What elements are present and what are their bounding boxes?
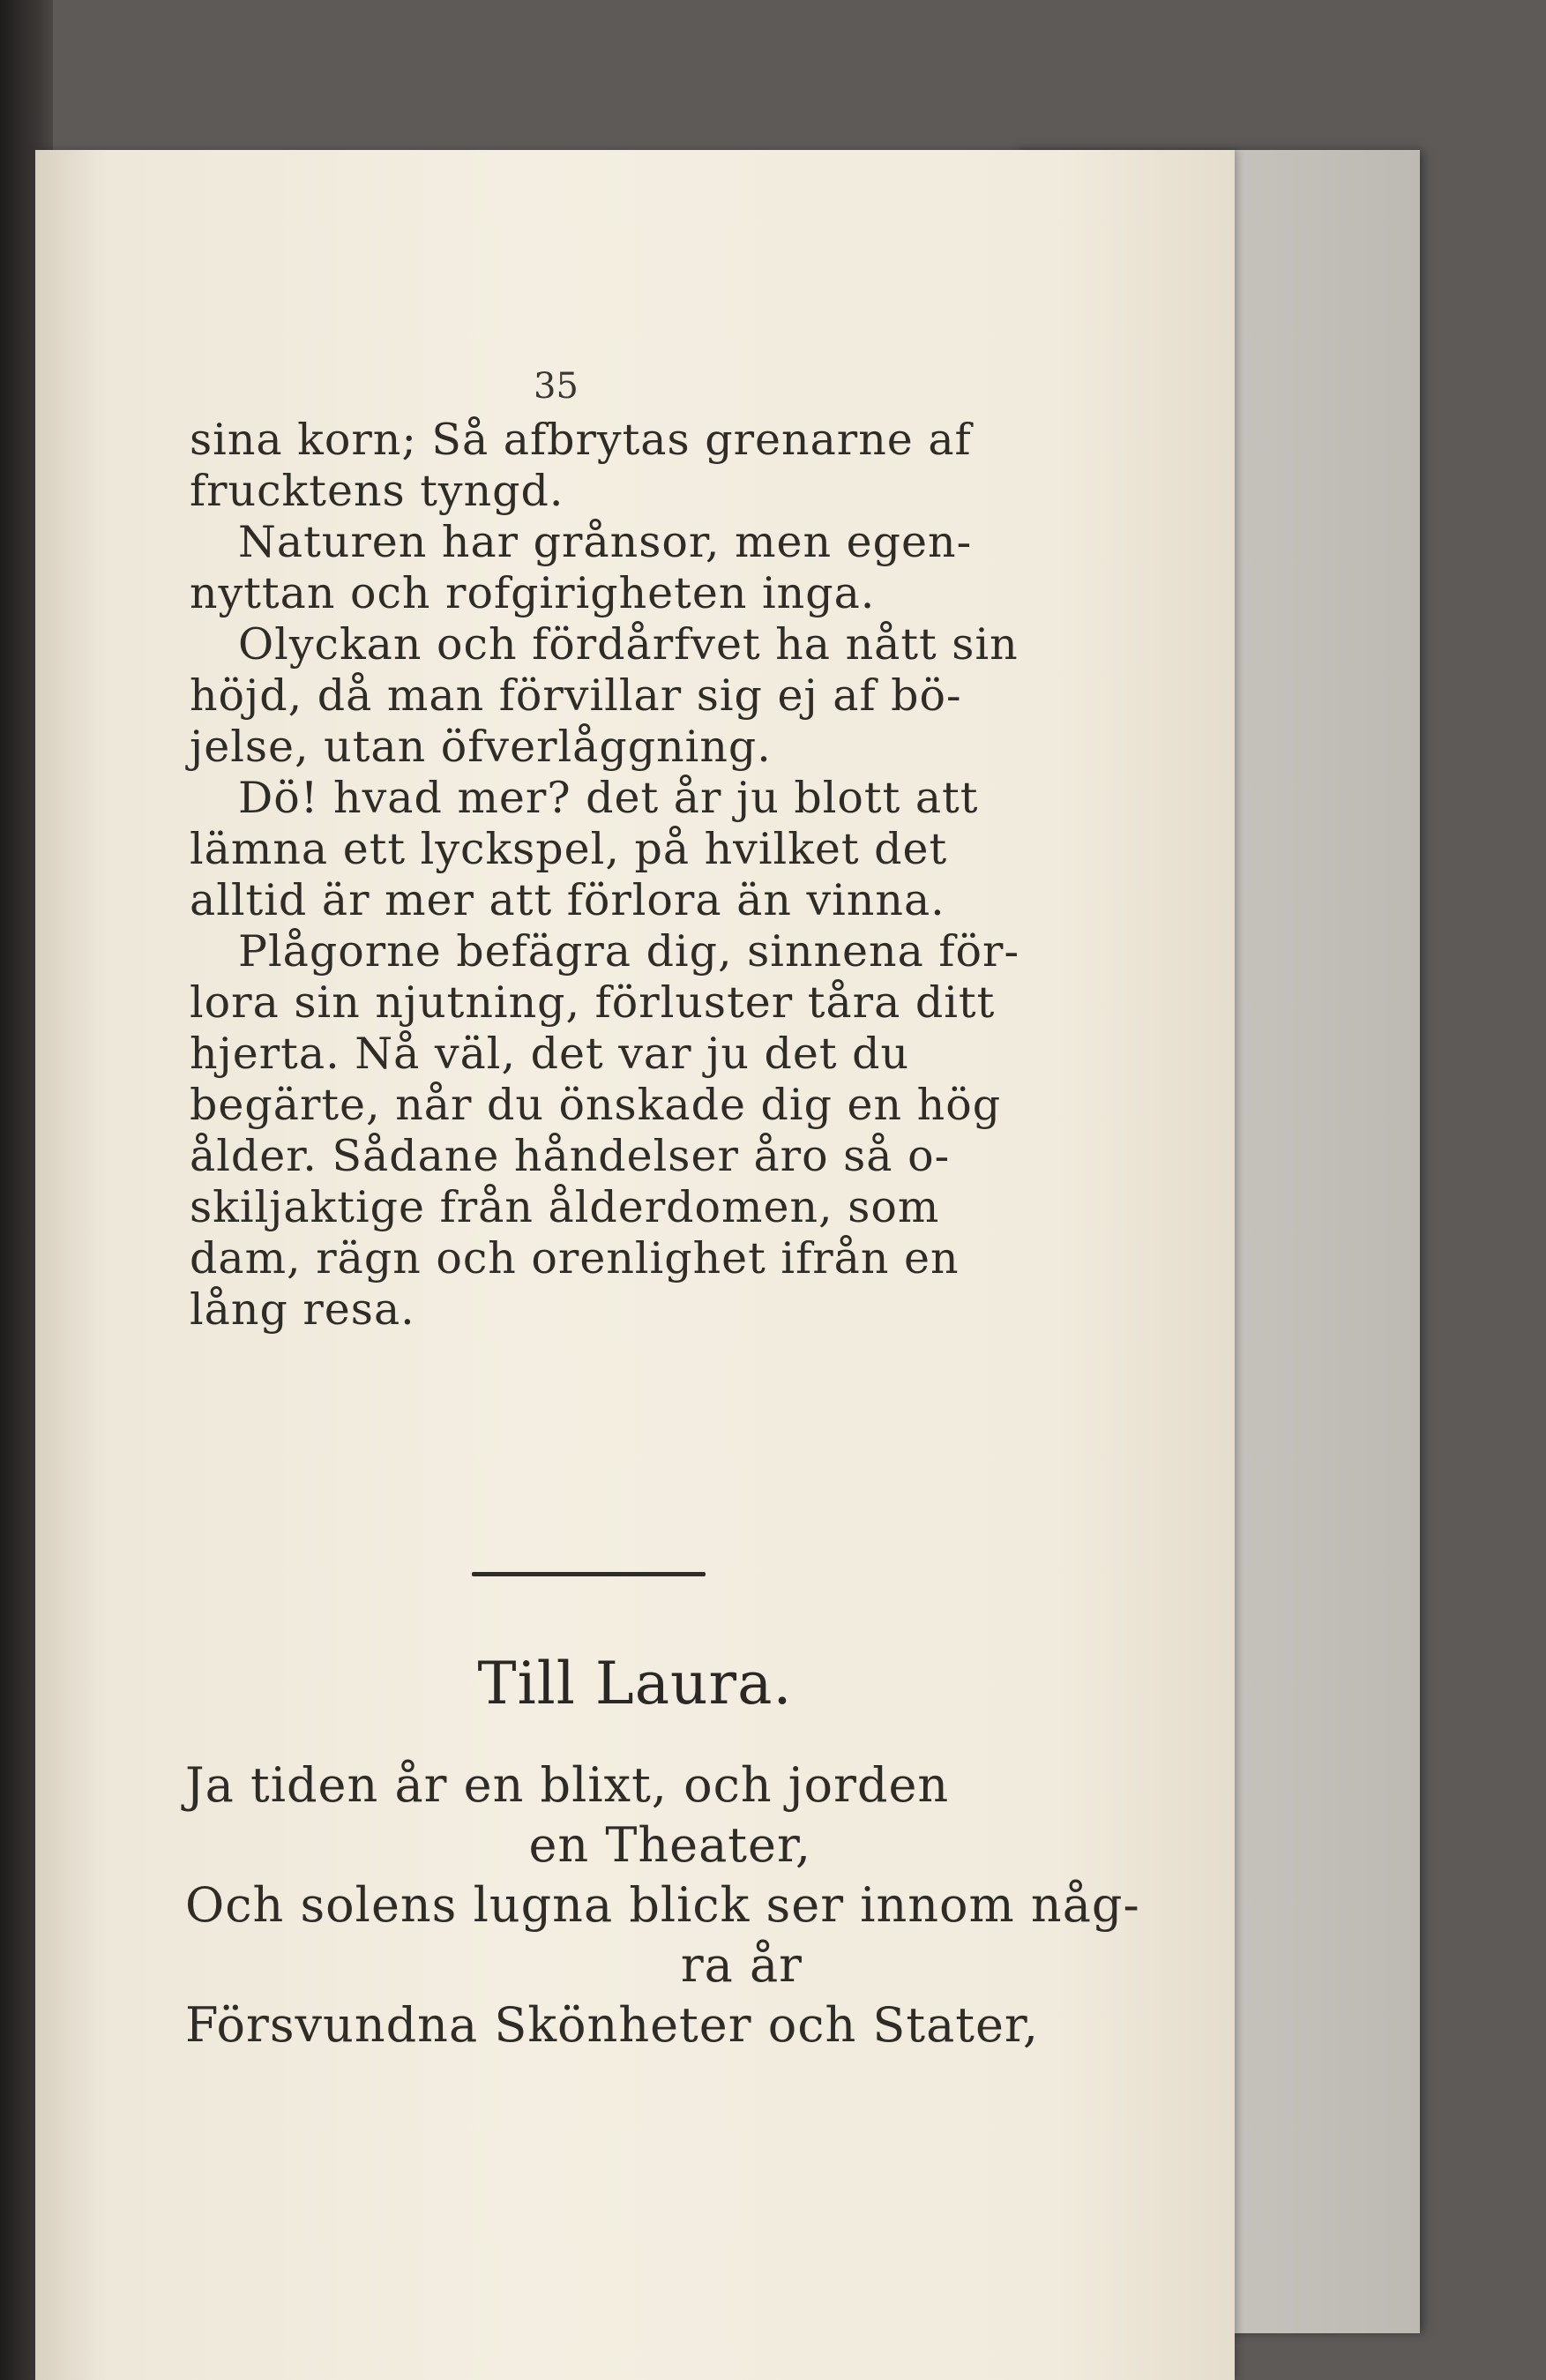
poem-line: Och solens lugna blick ser innom någ- xyxy=(185,1877,1140,1933)
poem-line: ra år xyxy=(680,1937,803,1993)
poem-text xyxy=(185,1755,1140,2055)
prose-line: dam, rägn och orenlighet ifrån en xyxy=(190,1233,960,1284)
prose-line: Plågorne befägra dig, sinnena för- xyxy=(238,926,1020,977)
prose-line: nyttan och rofgirigheten inga. xyxy=(190,568,876,618)
poem-line: Ja tiden år en blixt, och jorden xyxy=(185,1757,950,1813)
prose-line: Naturen har grånsor, men egen- xyxy=(238,517,973,567)
page-number: 35 xyxy=(534,366,579,407)
prose-line: ålder. Sådane håndelser åro så o- xyxy=(190,1131,951,1181)
section-divider xyxy=(472,1572,706,1576)
prose-text xyxy=(190,415,1045,1336)
poem-line: en Theater, xyxy=(528,1817,811,1873)
prose-line: begärte, når du önskade dig en hög xyxy=(190,1080,1002,1130)
prose-line: hjerta. Nå väl, det var ju det du xyxy=(190,1029,910,1079)
prose-line: Olyckan och fördårfvet ha nått sin xyxy=(238,619,1019,670)
prose-line: skiljaktige från ålderdomen, som xyxy=(190,1182,940,1232)
prose-line: lämna ett lyckspel, på hvilket det xyxy=(190,824,948,874)
prose-line: lång resa. xyxy=(190,1284,415,1335)
prose-line: frucktens tyngd. xyxy=(190,466,564,516)
prose-line: höjd, då man förvillar sig ej af bö- xyxy=(190,670,962,721)
poem-line: Försvundna Skönheter och Stater, xyxy=(185,1997,1039,2053)
book-page xyxy=(35,150,1235,2380)
prose-line: jelse, utan öfverlåggning. xyxy=(190,722,772,772)
prose-line: lora sin njutning, förluster tåra ditt xyxy=(190,977,996,1028)
prose-line: sina korn; Så afbrytas grenarne af xyxy=(190,415,972,465)
poem-title: Till Laura. xyxy=(477,1650,793,1718)
prose-line: Dö! hvad mer? det år ju blott att xyxy=(238,773,979,823)
prose-line: alltid är mer att förlora än vinna. xyxy=(190,875,945,925)
